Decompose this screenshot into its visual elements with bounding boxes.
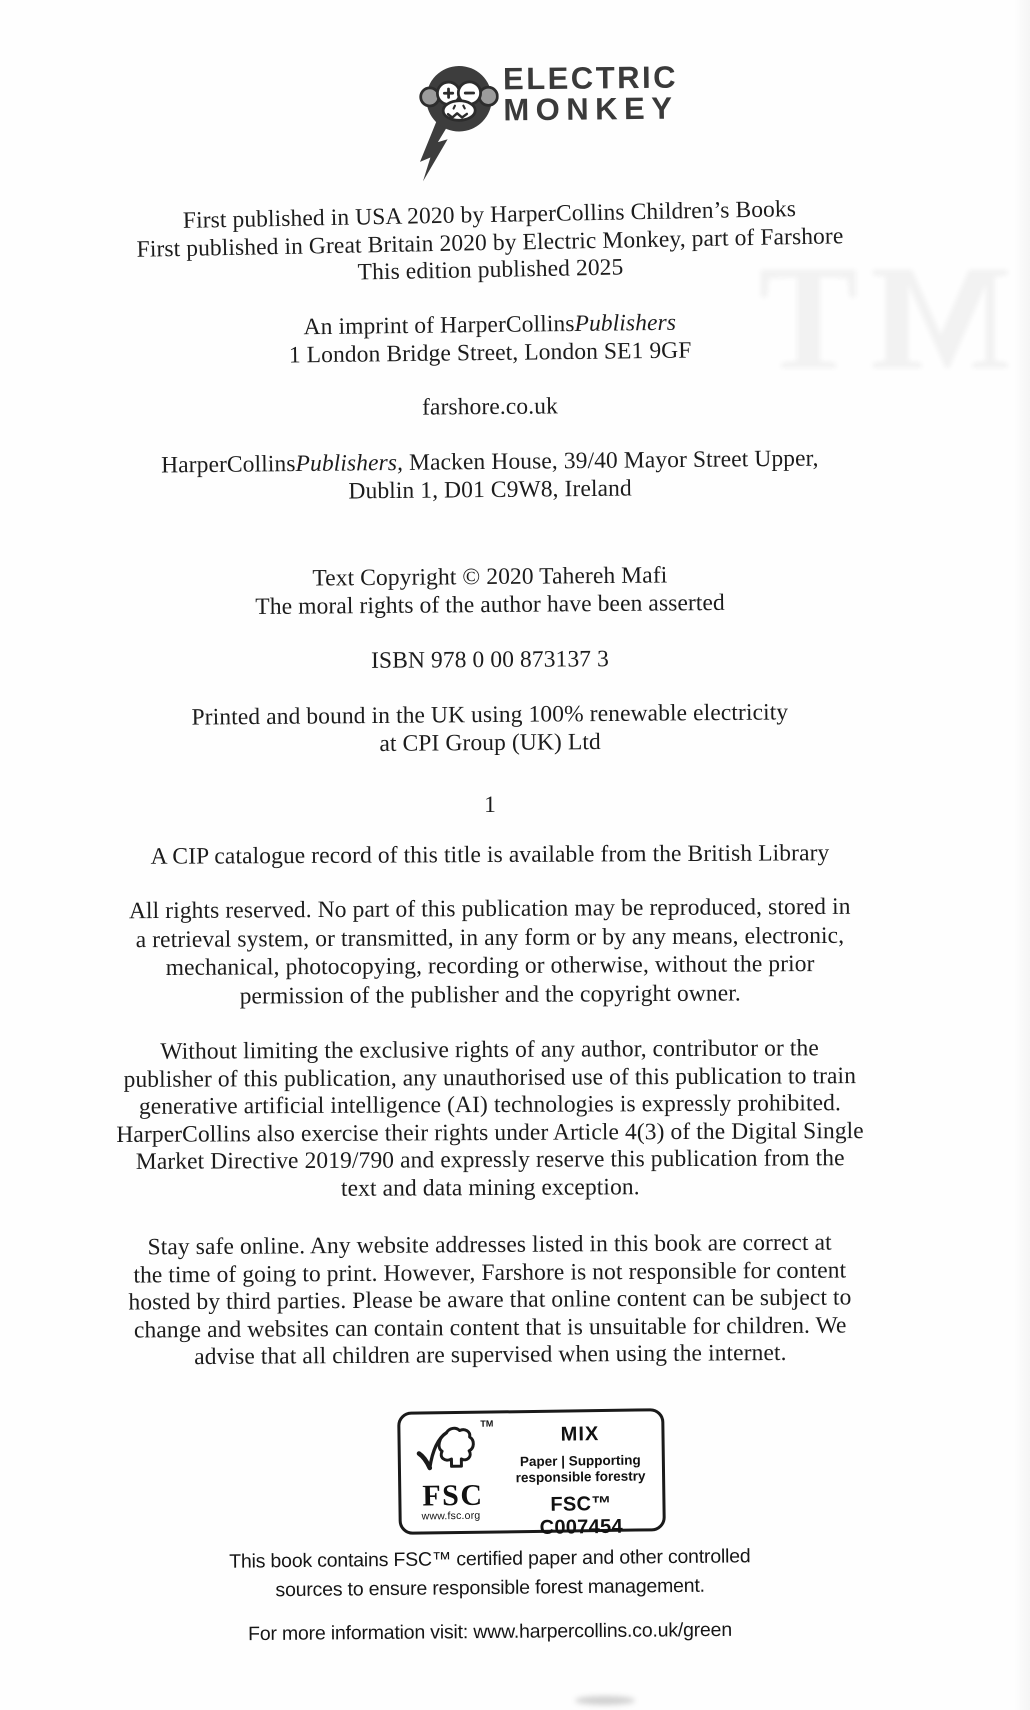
scan-bottom-smudge (575, 1696, 635, 1705)
ireland-address-line2: Dublin 1, D01 C9W8, Ireland (348, 475, 632, 504)
publisher-website (0, 390, 1005, 426)
rights-line: All rights reserved. No part of this publication may be reproduced, stored in (128, 893, 851, 925)
publication-line: First published in USA 2020 by HarperCollins Children’s Books (182, 196, 797, 234)
online-safety-notice (0, 1228, 1005, 1373)
print-run-text: 1 (484, 792, 496, 818)
page-showthrough-artifact: MT (748, 235, 1010, 401)
safety-line: change and websites can contain content that is unsuitable for children. We (133, 1312, 847, 1343)
publication-line: This edition published 2025 (357, 254, 624, 286)
scan-edge-shadow (1014, 0, 1030, 1710)
publisher-logo-wordmark (502, 59, 679, 128)
printer-line: at CPI Group (UK) Ltd (379, 728, 601, 757)
fsc-label-right (506, 1411, 663, 1539)
imprint-publishers-italic: Publishers (574, 309, 677, 337)
rights-line: a retrieval system, or transmitted, in any form or by any means, electronic, (135, 922, 845, 953)
moral-rights-line: The moral rights of the author have been asserted (255, 589, 725, 620)
publisher-logo (27, 51, 1030, 187)
fsc-url-text: www.fsc.org (421, 1509, 481, 1523)
safety-line: Stay safe online. Any website addresses listed in this book are correct at (147, 1229, 832, 1261)
ireland-publishers-italic: Publishers, (295, 449, 404, 478)
ai-notice-line: Market Directive 2019/790 and expressly reserve this publication from the (135, 1145, 845, 1175)
ai-notice-line: text and data mining exception. (340, 1173, 640, 1202)
fsc-note-line: This book contains FSC™ certified paper and other controlled (229, 1545, 751, 1573)
logo-wordmark-line2: MONKEY (503, 90, 679, 128)
safety-line: the time of going to print. However, Farshore is not responsible for content (133, 1257, 847, 1288)
fsc-grade-text: MIX (560, 1423, 600, 1446)
ai-notice-line: publisher of this publication, any unauthorised use of this publication to train (123, 1062, 857, 1093)
fsc-label-left (400, 1413, 508, 1531)
safety-line: hosted by third parties. Please be aware that online content can be subject to (128, 1284, 852, 1316)
fsc-paper-note (0, 1540, 1005, 1609)
green-info-text: For more information visit: www.harpercollins.co.uk/green (247, 1618, 733, 1646)
fsc-tm-mark: TM (480, 1418, 494, 1429)
fsc-license-code: FSC™ C007454 (539, 1492, 624, 1539)
printer-line: Printed and bound in the UK using 100% renewable electricity (191, 699, 789, 731)
printer-block (0, 698, 1005, 762)
fsc-description-line: Paper | Supporting (519, 1452, 641, 1470)
imprint-prefix: An imprint of HarperCollins (303, 310, 575, 341)
logo-wordmark-line1: ELECTRIC (502, 59, 679, 97)
fsc-description (507, 1452, 654, 1486)
rights-line: permission of the publisher and the copyright owner. (239, 979, 741, 1010)
ireland-rest: Macken House, 39/40 Mayor Street Upper, (402, 445, 819, 476)
website-text: farshore.co.uk (421, 393, 559, 421)
safety-line: advise that all children are supervised when using the internet. (194, 1339, 787, 1371)
fsc-tree-checkmark-icon (413, 1423, 480, 1480)
fsc-description-line: responsible forestry (515, 1468, 646, 1486)
fsc-brand-text: FSC (422, 1478, 484, 1513)
isbn-line (0, 643, 1005, 678)
electric-monkey-logo-icon (407, 56, 500, 182)
rights-line: mechanical, photocopying, recording or otherwise, without the prior (165, 951, 815, 981)
isbn-text: ISBN 978 0 00 873137 3 (370, 646, 610, 674)
ai-notice-line: Without limiting the exclusive rights of any author, contributor or the (160, 1035, 819, 1065)
imprint-address: 1 London Bridge Street, London SE1 9GF (288, 337, 692, 368)
fsc-certification-label (397, 1408, 666, 1539)
print-run-number (0, 792, 1005, 820)
copyright-line: Text Copyright © 2020 Tahereh Mafi (312, 562, 668, 592)
ireland-address-block (0, 444, 1005, 510)
copyright-block (0, 560, 1005, 624)
ireland-prefix: HarperCollins (160, 451, 296, 479)
fsc-note-line: sources to ensure responsible forest management. (275, 1574, 705, 1602)
ai-training-notice (0, 1034, 1005, 1204)
cip-text: A CIP catalogue record of this title is available from the British Library (150, 840, 830, 870)
green-info-line (0, 1614, 1005, 1652)
ai-notice-line: HarperCollins also exercise their rights under Article 4(3) of the Digital Single (116, 1117, 864, 1148)
cip-notice (0, 839, 1005, 872)
publication-line: First published in Great Britain 2020 by Electric Monkey, part of Farshore (136, 222, 844, 263)
ai-notice-line: generative artificial intelligence (AI) technologies is expressly prohibited. (138, 1090, 841, 1120)
rights-notice (0, 892, 1005, 1012)
